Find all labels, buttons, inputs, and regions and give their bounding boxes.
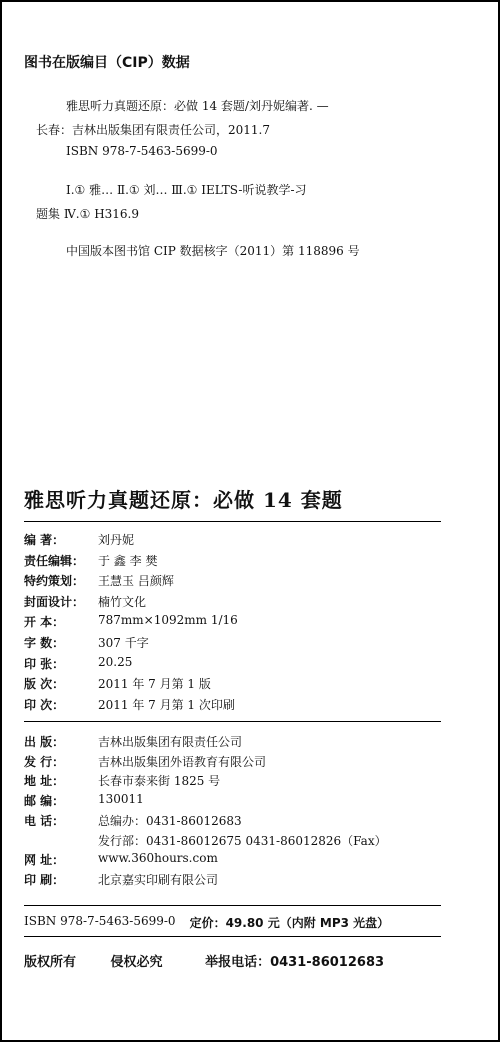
publisher-label: 发 行： <box>24 754 65 769</box>
cip-line-2: 长春：吉林出版集团有限责任公司，2011.7 <box>36 123 270 137</box>
publisher-value: 发行部：0431-86012675 0431-86012826（Fax） <box>98 833 387 848</box>
credit-label: 版 次： <box>24 677 65 692</box>
cip-line-6: 中国版本图书馆 CIP 数据核字（2011）第 118896 号 <box>66 244 360 258</box>
credit-value: 307 千字 <box>98 636 149 650</box>
divider-isbn <box>24 936 441 937</box>
cip-line-4: Ⅰ.① 雅… Ⅱ.① 刘… Ⅲ.① IELTS-听说教学-习 <box>66 183 307 197</box>
credit-label: 开 本： <box>24 615 65 630</box>
publisher-row <box>24 772 220 789</box>
divider-credits <box>24 721 441 722</box>
cip-line-5: 题集 Ⅳ.① H316.9 <box>36 207 140 221</box>
publisher-row <box>24 733 242 750</box>
credit-row <box>24 655 132 672</box>
publisher-label: 邮 编： <box>24 794 65 809</box>
credit-label: 特约策划： <box>24 574 85 589</box>
publisher-label: 印 刷： <box>24 872 65 887</box>
divider-title <box>24 521 441 522</box>
book-title: 雅思听力真题还原：必做 14 套题 <box>24 488 343 512</box>
credit-value: 刘丹妮 <box>98 533 135 547</box>
publisher-label: 网 址： <box>24 853 65 868</box>
credit-row <box>24 613 238 630</box>
publisher-value: 吉林出版集团有限责任公司 <box>98 735 243 749</box>
credit-row <box>24 675 211 692</box>
publisher-value: www.360hours.com <box>98 851 218 866</box>
credit-label: 印 次： <box>24 697 65 712</box>
credit-value: 于 鑫 李 樊 <box>98 553 158 568</box>
credit-label: 责任编辑： <box>24 553 85 568</box>
publisher-row <box>24 753 266 770</box>
credit-value: 楠竹文化 <box>98 594 147 609</box>
credit-value: 2011 年 7 月第 1 次印刷 <box>98 697 235 712</box>
credit-row <box>24 552 157 569</box>
credit-row <box>24 572 174 589</box>
publisher-label: 地 址： <box>24 774 65 789</box>
publisher-label: 出 版： <box>24 735 65 749</box>
cip-line-3: ISBN 978-7-5463-5699-0 <box>66 144 218 158</box>
publisher-value: 长春市泰来街 1825 号 <box>98 774 221 789</box>
publisher-value: 总编办：0431-86012683 <box>98 813 242 828</box>
credit-label: 编 著： <box>24 533 65 547</box>
credit-label: 字 数： <box>24 636 65 650</box>
isbn: ISBN 978-7-5463-5699-0 <box>24 914 176 928</box>
cip-line-1: 雅思听力真题还原：必做 14 套题/刘丹妮编著. — <box>66 99 329 113</box>
publisher-value: 吉林出版集团外语教育有限公司 <box>98 754 267 769</box>
rights-reserved: 版权所有 <box>24 955 77 970</box>
piracy-notice: 侵权必究 <box>110 955 163 970</box>
report-hotline: 举报电话：0431-86012683 <box>205 955 385 970</box>
credit-label: 封面设计： <box>24 594 85 609</box>
credit-row <box>24 593 146 610</box>
credit-row <box>24 634 149 651</box>
publisher-row <box>24 832 387 849</box>
publisher-value: 北京嘉实印刷有限公司 <box>98 872 219 887</box>
isbn-price-line <box>24 914 389 931</box>
credit-value: 2011 年 7 月第 1 版 <box>98 677 211 692</box>
credit-value: 787mm×1092mm 1/16 <box>98 613 238 628</box>
publisher-row <box>24 871 218 888</box>
publisher-label: 电 话： <box>24 813 65 828</box>
credit-label: 印 张： <box>24 656 65 671</box>
rights-footer <box>24 951 384 970</box>
divider-publisher <box>24 905 441 906</box>
credit-value: 20.25 <box>98 654 133 669</box>
publisher-row <box>24 792 144 809</box>
credit-value: 王慧玉 吕颜辉 <box>98 574 174 589</box>
publisher-value: 130011 <box>98 792 144 807</box>
credit-row <box>24 531 134 548</box>
publisher-row <box>24 812 242 829</box>
publisher-label <box>24 832 94 849</box>
credit-row <box>24 696 235 713</box>
cip-heading: 图书在版编目（CIP）数据 <box>24 55 190 71</box>
price: 定价：49.80 元（内附 MP3 光盘） <box>189 916 390 930</box>
publisher-row <box>24 851 218 868</box>
